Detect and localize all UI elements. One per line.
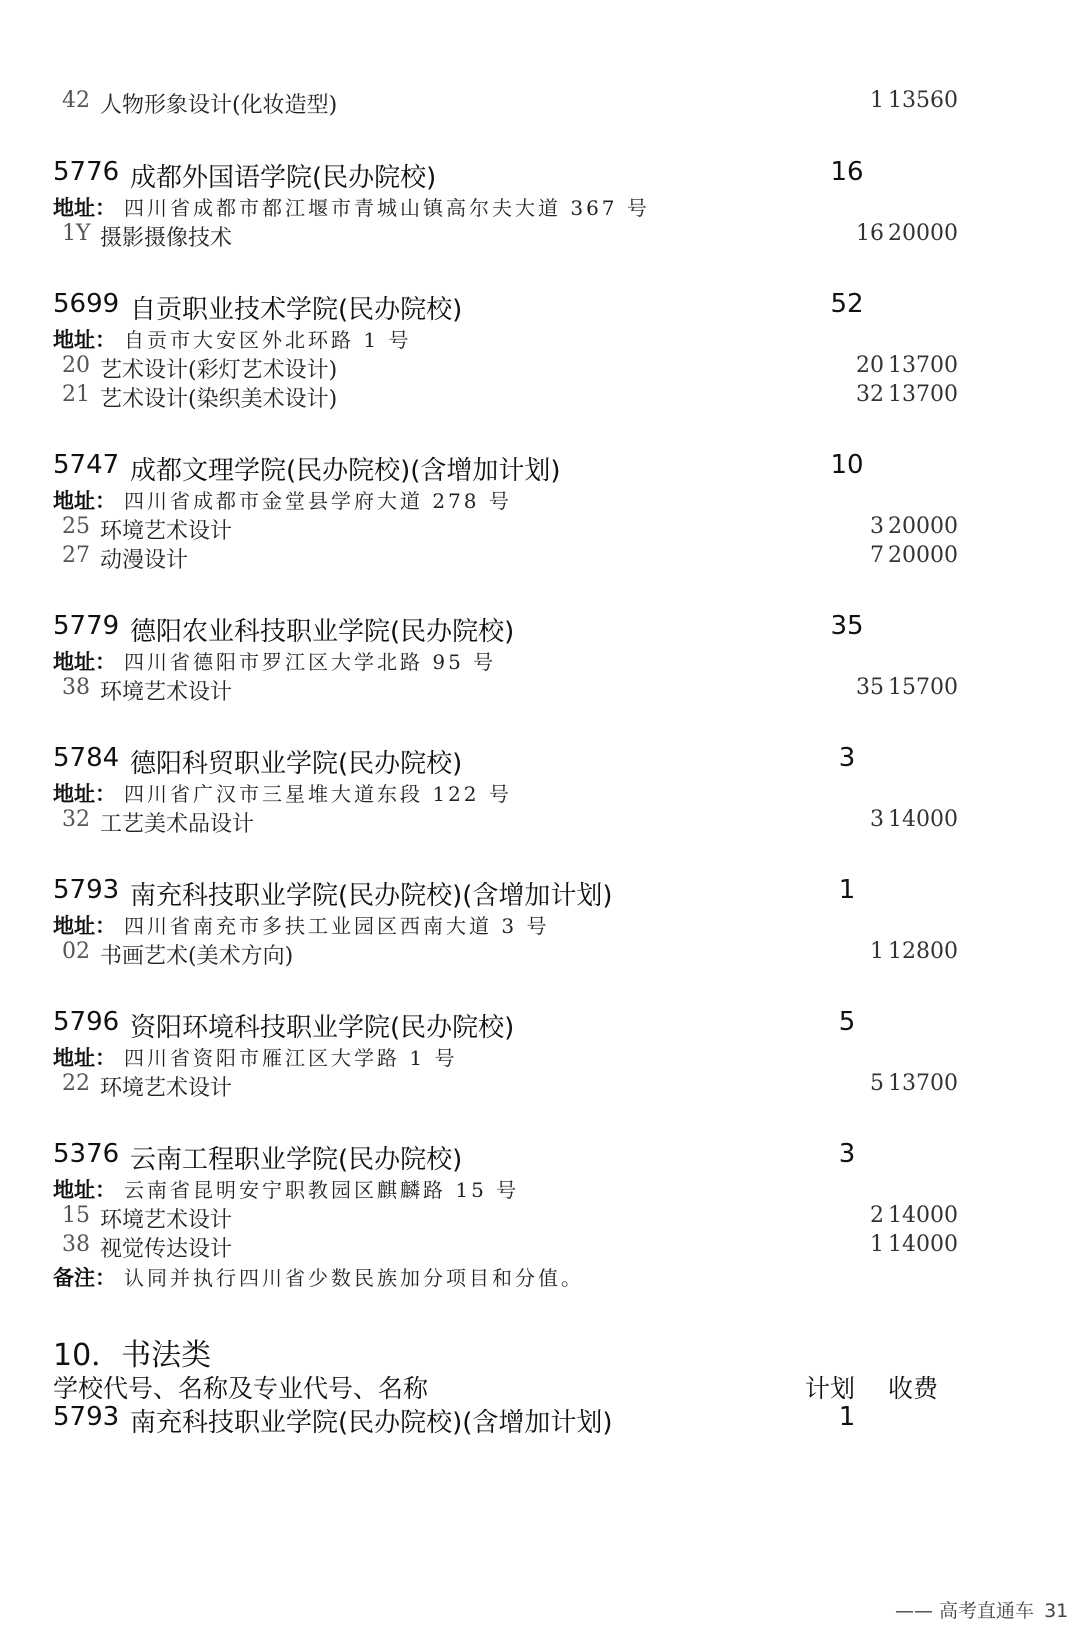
address-label: 地址： [53,650,116,674]
major-code: 38 [62,1232,90,1257]
major-plan: 16 [856,221,884,246]
major-fee: 20000 [888,221,958,246]
major-name: 艺术设计(彩灯艺术设计) [100,358,338,383]
major-name: 人物形象设计(化妆造型) [100,93,338,118]
school-code: 5376 [53,1139,120,1169]
major-fee: 14000 [888,1232,958,1257]
major-plan: 3 [870,514,884,539]
note-label: 备注： [53,1266,116,1290]
school-plan: 5 [838,1007,856,1037]
school-plan: 16 [830,157,864,187]
major-name: 动漫设计 [100,548,189,573]
address-label: 地址： [53,196,116,220]
address-label: 地址： [53,1046,116,1070]
major-name: 环境艺术设计 [100,519,233,544]
major-code: 25 [62,514,90,539]
major-plan: 35 [856,675,884,700]
major-code: 42 [62,88,90,113]
major-fee: 14000 [888,1203,958,1228]
major-fee: 20000 [888,543,958,568]
major-code: 22 [62,1071,90,1096]
section-title-text: 10．书法类 [53,1338,212,1373]
major-code: 20 [62,353,90,378]
address-text: 自贡市大安区外北环路 1 号 [124,328,412,352]
major-fee: 14000 [888,807,958,832]
major-plan: 2 [870,1203,884,1228]
school-name: 德阳农业科技职业学院(民办院校) [130,617,515,647]
major-code: 15 [62,1203,90,1228]
major-code: 02 [62,939,90,964]
major-name: 工艺美术品设计 [100,812,255,837]
major-plan: 32 [856,382,884,407]
school-code: 5699 [53,289,120,319]
footer-dash: —— [895,1600,933,1622]
major-name: 视觉传达设计 [100,1237,233,1262]
address-text: 四川省德阳市罗江区大学北路 95 号 [124,650,497,674]
major-fee: 12800 [888,939,958,964]
major-name: 书画艺术(美术方向) [100,944,294,969]
school-name: 云南工程职业学院(民办院校) [130,1145,463,1175]
school-name: 德阳科贸职业学院(民办院校) [130,749,463,779]
address-text: 四川省资阳市雁江区大学路 1 号 [124,1046,458,1070]
school-name: 成都外国语学院(民办院校) [130,163,437,193]
major-plan: 3 [870,807,884,832]
major-row [0,88,1080,118]
address-text: 四川省成都市都江堰市青城山镇高尔夫大道 367 号 [124,196,650,220]
major-name: 环境艺术设计 [100,1076,233,1101]
school-name: 南充科技职业学院(民办院校)(含增加计划) [130,1408,613,1438]
school-plan: 52 [830,289,864,319]
major-fee: 13700 [888,382,958,407]
school-code: 5747 [53,450,120,480]
school-plan: 3 [838,743,856,773]
major-fee: 13560 [888,88,958,113]
school-code: 5779 [53,611,120,641]
school-plan: 10 [830,450,864,480]
major-plan: 1 [870,1232,884,1257]
school-name: 自贡职业技术学院(民办院校) [130,295,463,325]
address-text: 四川省广汉市三星堆大道东段 122 号 [124,782,512,806]
major-code: 21 [62,382,90,407]
school-plan: 1 [838,1402,856,1432]
school-name: 成都文理学院(民办院校)(含增加计划) [130,456,561,486]
major-plan: 7 [870,543,884,568]
major-name: 环境艺术设计 [100,680,233,705]
address-text: 四川省南充市多扶工业园区西南大道 3 号 [124,914,550,938]
school-plan: 1 [838,875,856,905]
major-plan: 1 [870,939,884,964]
header-fee: 收费 [888,1374,939,1403]
header-label: 学校代号、名称及专业代号、名称 [53,1374,429,1403]
major-plan: 20 [856,353,884,378]
major-code: 27 [62,543,90,568]
major-name: 摄影摄像技术 [100,226,233,251]
major-fee: 13700 [888,353,958,378]
school-code: 5784 [53,743,120,773]
major-fee: 13700 [888,1071,958,1096]
major-code: 1Y [62,221,91,246]
school-code: 5793 [53,1402,120,1432]
address-label: 地址： [53,914,116,938]
major-code: 32 [62,807,90,832]
major-fee: 15700 [888,675,958,700]
major-code: 38 [62,675,90,700]
footer-watermark [895,1596,1068,1623]
major-name: 环境艺术设计 [100,1208,233,1233]
address-text: 云南省昆明安宁职教园区麒麟路 15 号 [124,1178,520,1202]
school-name: 资阳环境科技职业学院(民办院校) [130,1013,515,1043]
address-label: 地址： [53,782,116,806]
note-text: 认同并执行四川省少数民族加分项目和分值。 [124,1266,584,1290]
major-fee: 20000 [888,514,958,539]
address-label: 地址： [53,489,116,513]
major-plan: 1 [870,88,884,113]
major-name: 艺术设计(染织美术设计) [100,387,338,412]
address-label: 地址： [53,1178,116,1202]
school-code: 5796 [53,1007,120,1037]
address-text: 四川省成都市金堂县学府大道 278 号 [124,489,512,513]
school-plan: 3 [838,1139,856,1169]
school-code: 5776 [53,157,120,187]
school-name: 南充科技职业学院(民办院校)(含增加计划) [130,881,613,911]
school-code: 5793 [53,875,120,905]
school-plan: 35 [830,611,864,641]
page-number: 31 [1044,1600,1069,1622]
header-plan: 计划 [805,1374,856,1403]
major-plan: 5 [870,1071,884,1096]
address-label: 地址： [53,328,116,352]
watermark-text: 高考直通车 [939,1600,1035,1622]
